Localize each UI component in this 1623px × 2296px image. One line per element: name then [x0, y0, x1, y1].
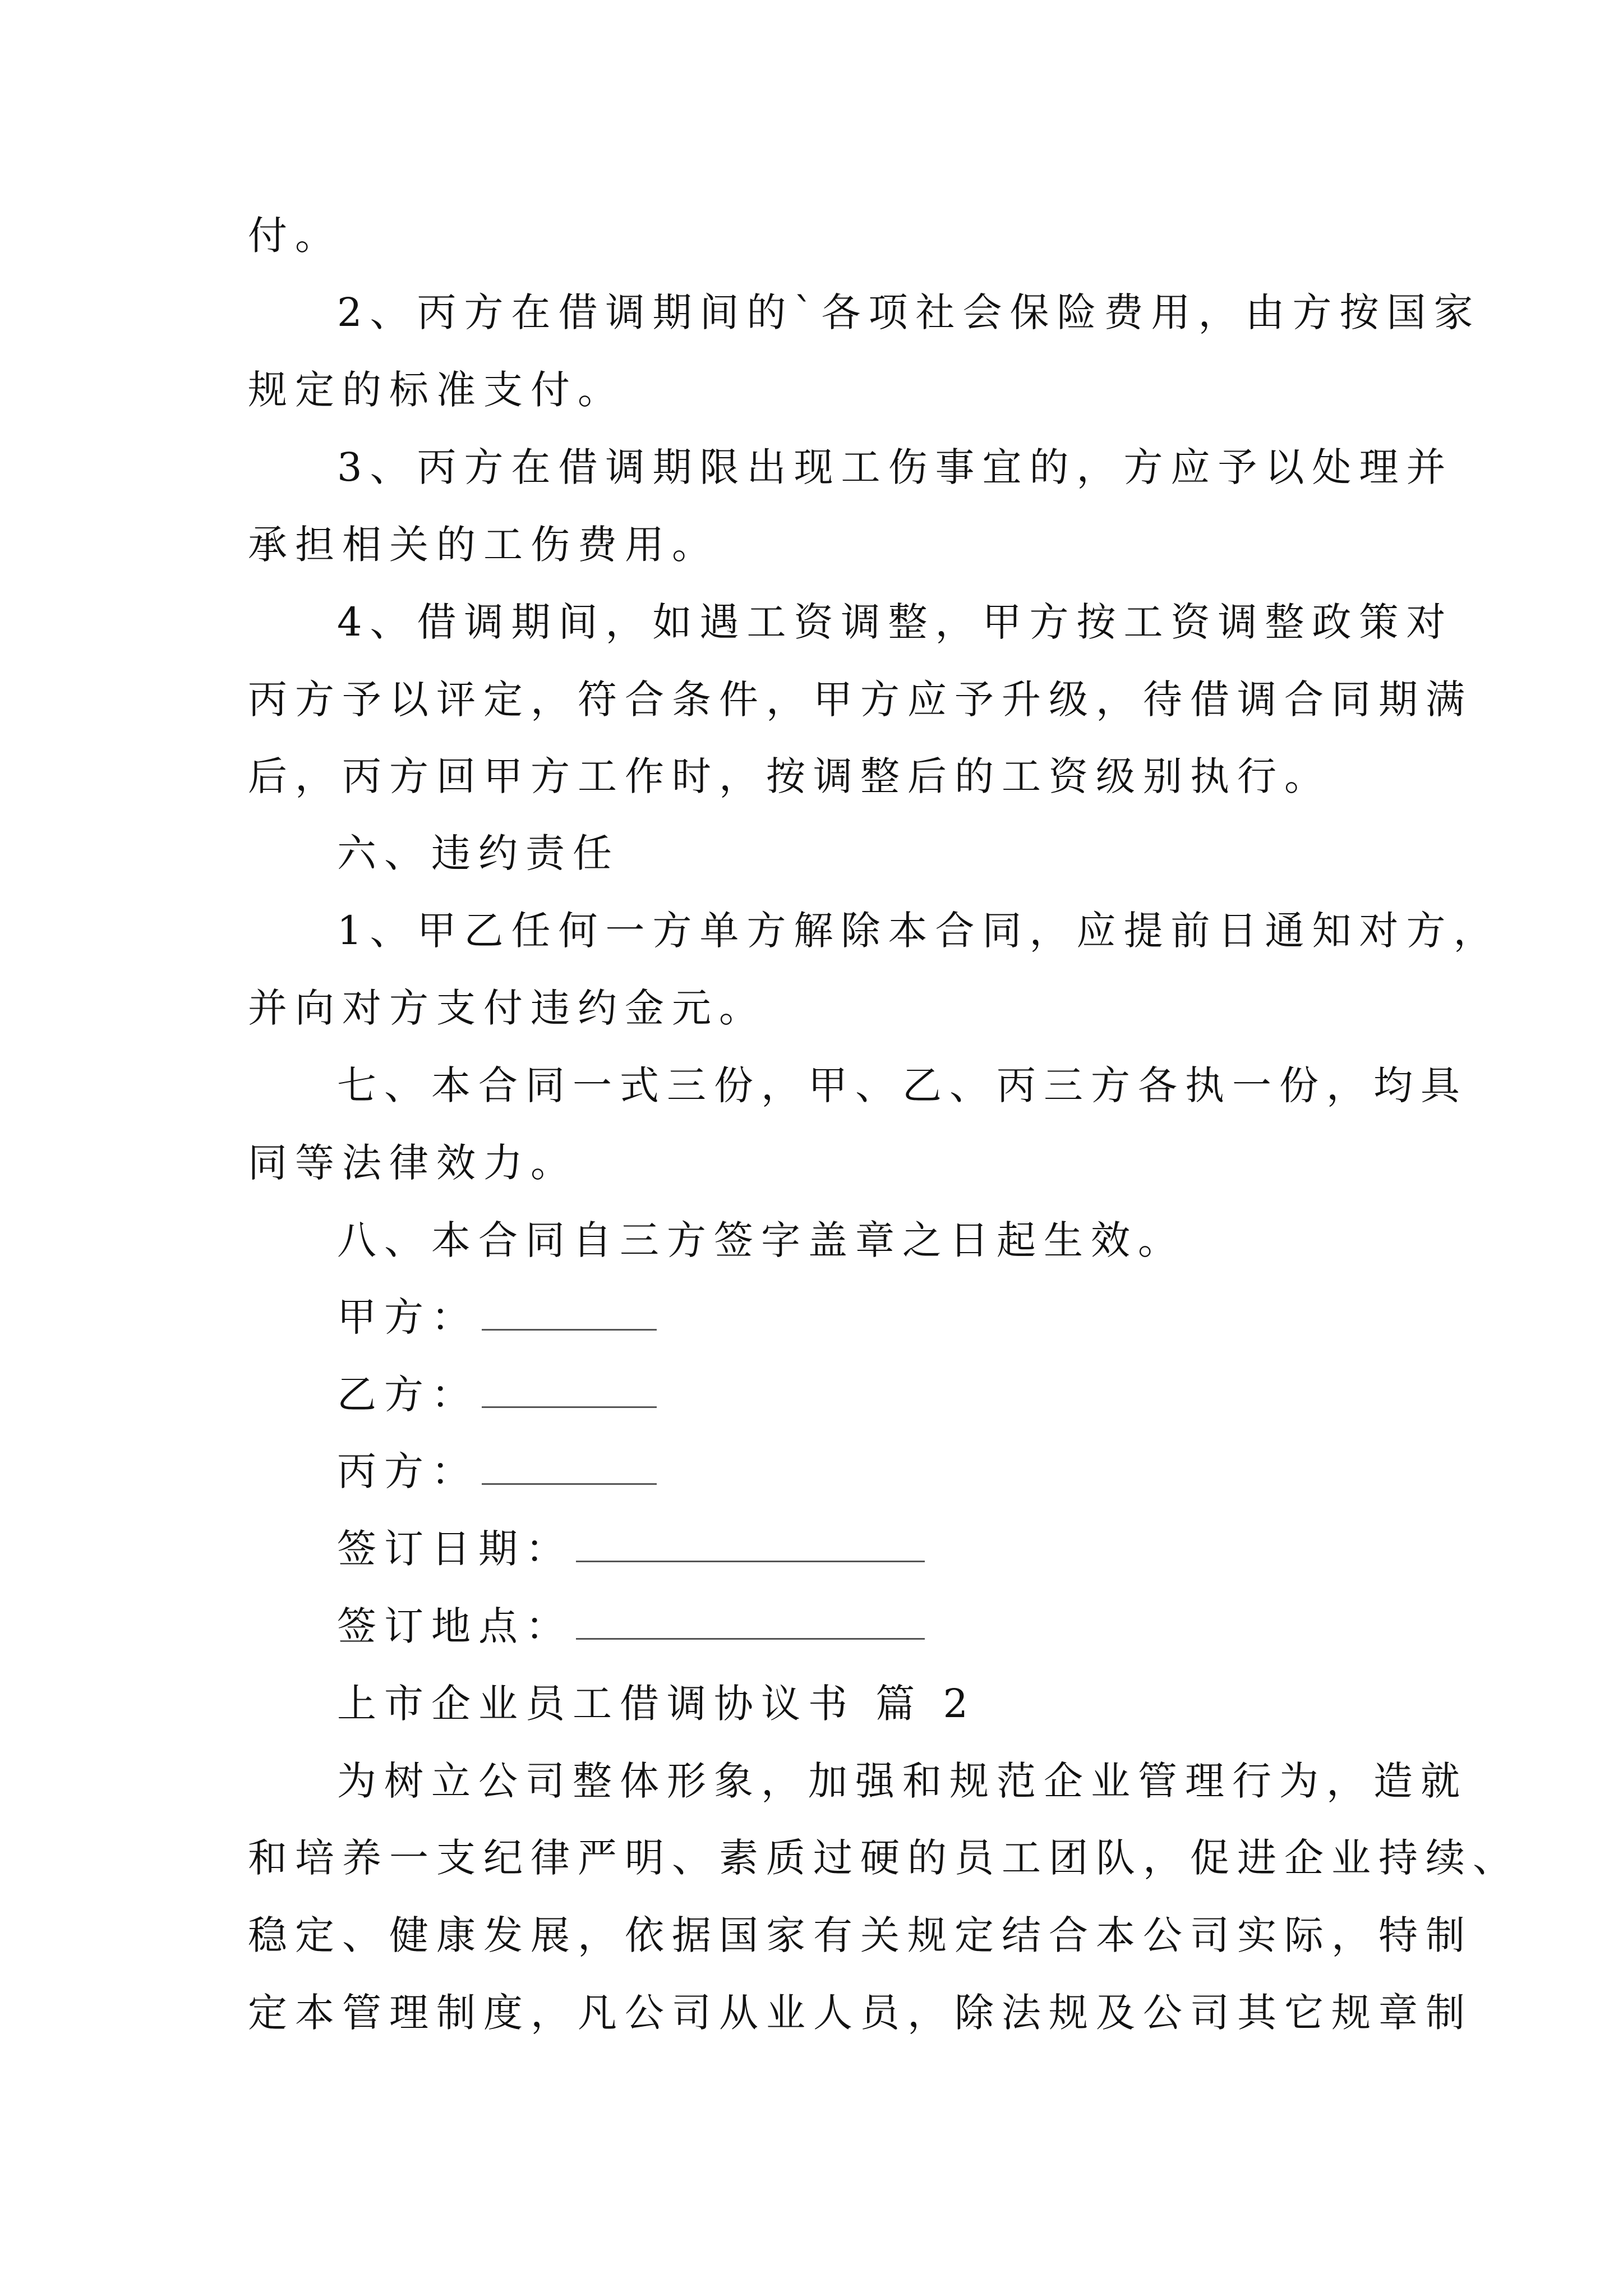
signature-blank — [482, 1451, 657, 1485]
paragraph-line: 同等法律效力。 — [248, 1140, 578, 1186]
paragraph-line: 后，丙方回甲方工作时，按调整后的工资级别执行。 — [248, 753, 1331, 799]
signature-label: 甲方： — [337, 1294, 478, 1340]
section-title: 上市企业员工借调协议书 篇 2 — [337, 1681, 976, 1727]
signature-line-party-a — [337, 1292, 657, 1342]
paragraph-line: 3、丙方在借调期限出现工伤事宜的，方应予以处理并 — [337, 444, 1454, 490]
signature-line-party-c — [337, 1446, 657, 1497]
section-heading: 六、违约责任 — [337, 830, 620, 876]
signature-blank — [482, 1296, 657, 1331]
signature-blank — [482, 1374, 657, 1408]
paragraph-line: 并向对方支付违约金元。 — [248, 985, 766, 1031]
signature-line-party-b — [337, 1369, 657, 1420]
signature-blank — [576, 1528, 925, 1562]
signature-blank — [576, 1605, 925, 1640]
paragraph-line: 付。 — [248, 213, 342, 259]
paragraph-line: 2、丙方在借调期间的`各项社会保险费用，由方按国家 — [337, 289, 1481, 335]
signature-label: 乙方： — [337, 1372, 478, 1418]
signature-label: 签订地点： — [337, 1603, 573, 1649]
paragraph-line: 1、甲乙任何一方单方解除本合同，应提前日通知对方， — [337, 908, 1501, 954]
paragraph-line: 丙方予以评定，符合条件，甲方应予升级，待借调合同期满 — [248, 677, 1473, 723]
paragraph-line: 4、借调期间，如遇工资调整，甲方按工资调整政策对 — [337, 599, 1454, 645]
paragraph-line: 定本管理制度，凡公司从业人员，除法规及公司其它规章制 — [248, 1990, 1473, 2036]
paragraph-line: 八、本合同自三方签字盖章之日起生效。 — [337, 1217, 1185, 1263]
paragraph-line: 承担相关的工伤费用。 — [248, 522, 719, 568]
paragraph-line: 和培养一支纪律严明、素质过硬的员工团队，促进企业持续、 — [248, 1835, 1520, 1881]
signature-line-place — [337, 1601, 925, 1651]
signature-label: 签订日期： — [337, 1526, 573, 1572]
paragraph-line: 规定的标准支付。 — [248, 367, 625, 413]
paragraph-line: 为树立公司整体形象，加强和规范企业管理行为，造就 — [337, 1758, 1468, 1804]
signature-line-date — [337, 1524, 925, 1574]
paragraph-line: 稳定、健康发展，依据国家有关规定结合本公司实际，特制 — [248, 1912, 1473, 1958]
signature-label: 丙方： — [337, 1448, 478, 1494]
paragraph-line: 七、本合同一式三份，甲、乙、丙三方各执一份，均具 — [337, 1062, 1468, 1108]
